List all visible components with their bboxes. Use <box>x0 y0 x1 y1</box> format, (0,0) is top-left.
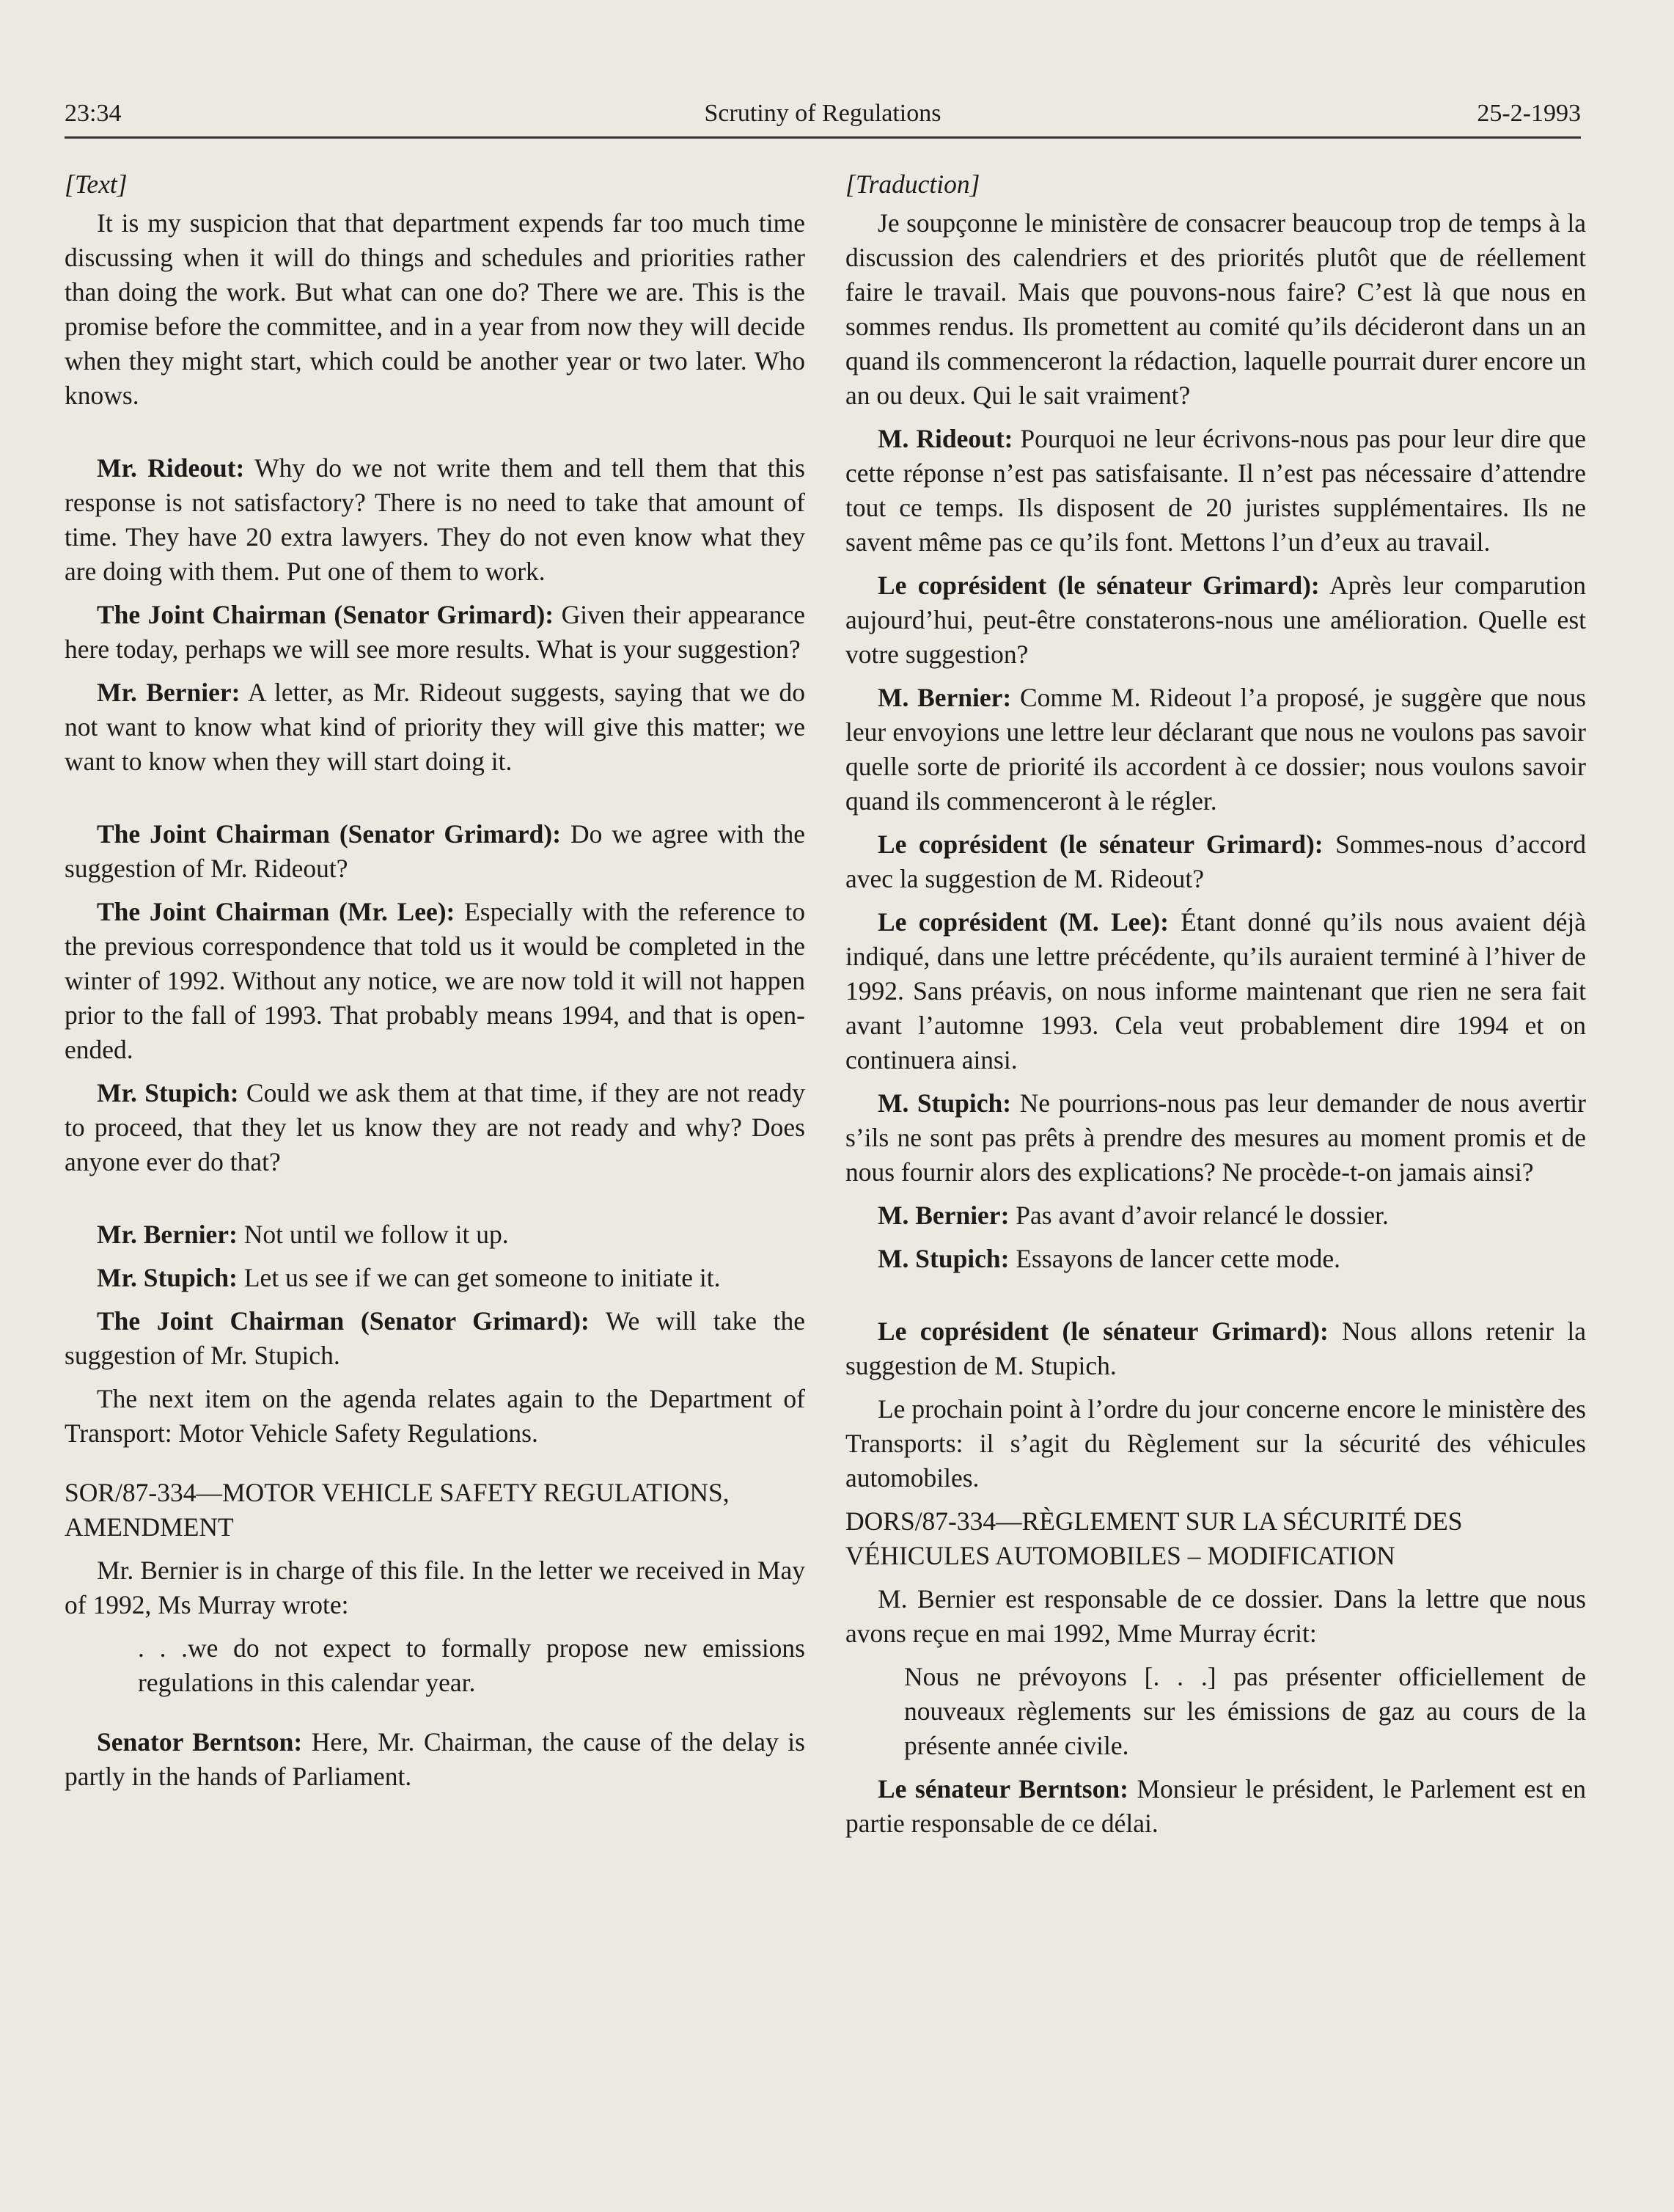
paragraph: Le sénateur Berntson: Monsieur le président, le Parlement est en partie responsable de ce délai. <box>845 1774 1586 1838</box>
paragraph: Le coprésident (le sénateur Grimard): Après leur comparution aujourd’hui, peut-être constaterons-nous une amélioration. Quelle est votre suggestion? <box>845 571 1586 669</box>
text-tag: [Text] <box>65 169 128 199</box>
speaker-name: Le coprésident (M. Lee): <box>878 907 1169 937</box>
speaker-name: The Joint Chairman (Senator Grimard): <box>97 819 562 849</box>
speaker-name: Senator Berntson: <box>97 1727 303 1757</box>
speaker-name: Le sénateur Berntson: <box>878 1774 1128 1803</box>
speaker-name: Mr. Stupich: <box>97 1263 238 1292</box>
section-heading: SOR/87-334—MOTOR VEHICLE SAFETY REGULATIONS, AMENDMENT <box>65 1478 730 1542</box>
paragraph: Le coprésident (le sénateur Grimard): Nous allons retenir la suggestion de M. Stupich. <box>845 1316 1586 1380</box>
paragraph: Mr. Bernier is in charge of this file. In the letter we received in May of 1992, Ms Murray wrote: <box>65 1556 805 1619</box>
speaker-name: Le coprésident (le sénateur Grimard): <box>878 1316 1329 1346</box>
section-heading: DORS/87-334—RÈGLEMENT SUR LA SÉCURITÉ DES VÉHICULES AUTOMOBILES – MODIFICATION <box>845 1506 1463 1570</box>
speaker-name: M. Bernier: <box>878 1201 1010 1230</box>
speaker-name: M. Bernier: <box>878 683 1012 712</box>
paragraph: The next item on the agenda relates again to the Department of Transport: Motor Vehicle Safety Regulations. <box>65 1384 805 1448</box>
paragraph: Le coprésident (M. Lee): Étant donné qu’ils nous avaient déjà indiqué, dans une lettre précédente, qu’ils auraient terminé à l’hiver de 1992. Sans préavis, on nous informe maintenant que rien ne sera fait avant l’automne 1993. Cela veut probablement dire 1994 et on continuera ainsi. <box>845 907 1587 1074</box>
paragraph: Senator Berntson: Here, Mr. Chairman, the cause of the delay is partly in the hands of Parliament. <box>65 1727 805 1791</box>
paragraph: Le coprésident (le sénateur Grimard): Sommes-nous d’accord avec la suggestion de M. Rideout? <box>845 830 1586 893</box>
paragraph: Mr. Bernier: Not until we follow it up. <box>97 1220 509 1249</box>
speaker-name: Mr. Rideout: <box>97 453 245 483</box>
speaker-name: The Joint Chairman (Mr. Lee): <box>97 897 455 926</box>
speaker-name: M. Stupich: <box>878 1244 1010 1273</box>
paragraph: M. Rideout: Pourquoi ne leur écrivons-nous pas pour leur dire que cette réponse n’est pas satisfaisante. Il n’est pas nécessaire d’attendre tout ce temps. Ils disposent de 20 juristes supplémentaires. Ils ne savent même pas ce qu’ils font. Mettons l’un d’eux au travail. <box>845 424 1586 557</box>
block-quote: Nous ne prévoyons [. . .] pas présenter officiellement de nouveaux règlements sur les émissions de gaz au cours de la présente année civile. <box>904 1662 1586 1760</box>
block-quote: . . .we do not expect to formally propose new emissions regulations in this calendar year. <box>138 1633 805 1697</box>
paragraph: Mr. Rideout: Why do we not write them and tell them that this response is not satisfactory? There is no need to take that amount of time. They have 20 extra lawyers. They do not even know what they are doing with them. Put one of them to work. <box>65 453 805 586</box>
speaker-name: Mr. Stupich: <box>97 1078 239 1107</box>
english-column <box>65 167 805 1794</box>
paragraph: M. Bernier est responsable de ce dossier. Dans la lettre que nous avons reçue en mai 1992, Mme Murray écrit: <box>845 1584 1586 1648</box>
paragraph: Le prochain point à l’ordre du jour concerne encore le ministère des Transports: il s’agit du Règlement sur la sécurité des véhicules automobiles. <box>845 1394 1586 1493</box>
french-column <box>845 167 1586 1841</box>
running-title: Scrutiny of Regulations <box>704 100 941 127</box>
paragraph: M. Stupich: Essayons de lancer cette mode. <box>878 1244 1340 1273</box>
speaker-name: Le coprésident (le sénateur Grimard): <box>878 571 1320 600</box>
page-header <box>65 94 1581 139</box>
issue-date: 25-2-1993 <box>1477 100 1581 127</box>
paragraph: The Joint Chairman (Senator Grimard): Given their appearance here today, perhaps we will see more results. What is your suggestion? <box>65 600 805 664</box>
paragraph: Mr. Bernier: A letter, as Mr. Rideout suggests, saying that we do not want to know what kind of priority they will give this matter; we want to know when they will start doing it. <box>65 678 805 776</box>
paragraph: The Joint Chairman (Senator Grimard): Do we agree with the suggestion of Mr. Rideout? <box>65 819 806 883</box>
paragraph: Mr. Stupich: Could we ask them at that time, if they are not ready to proceed, that they let us know they are not ready and why? Does anyone ever do that? <box>65 1078 805 1176</box>
paragraph: Je soupçonne le ministère de consacrer beaucoup trop de temps à la discussion des calendriers et des priorités plutôt que de réellement faire le travail. Mais que pouvons-nous faire? C’est là que nous en sommes rendus. Ils promettent au comité qu’ils décideront dans un an quand ils commenceront la rédaction, laquelle pourrait durer encore un an ou deux. Qui le sait vraiment? <box>845 208 1586 410</box>
speaker-name: The Joint Chairman (Senator Grimard): <box>97 1306 590 1336</box>
speaker-name: M. Rideout: <box>878 424 1013 453</box>
page-number: 23:34 <box>65 100 122 127</box>
speaker-name: M. Stupich: <box>878 1088 1012 1118</box>
paragraph: It is my suspicion that that department expends far too much time discussing when it will do things and schedules and priorities rather than doing the work. But what can one do? There we are. This is the promise before the committee, and in a year from now they will decide when they might start, which could be another year or two later. Who knows. <box>65 208 805 410</box>
paragraph: Mr. Stupich: Let us see if we can get someone to initiate it. <box>97 1263 721 1292</box>
translation-tag: [Traduction] <box>845 169 980 199</box>
speaker-name: The Joint Chairman (Senator Grimard): <box>97 600 554 629</box>
paragraph: M. Bernier: Comme M. Rideout l’a proposé, je suggère que nous leur envoyions une lettre leur déclarant que nous ne voulons pas savoir quelle sorte de priorité ils accordent à ce dossier; nous voulons savoir quand ils commenceront à le régler. <box>845 683 1586 816</box>
speaker-name: Le coprésident (le sénateur Grimard): <box>878 830 1324 859</box>
paragraph: The Joint Chairman (Senator Grimard): We will take the suggestion of Mr. Stupich. <box>65 1306 805 1370</box>
paragraph: M. Stupich: Ne pourrions-nous pas leur demander de nous avertir s’ils ne sont pas prêts à prendre des mesures au moment promis et de nous fournir alors des explications? Ne procède-t-on jamais ainsi? <box>845 1088 1586 1187</box>
speaker-name: Mr. Bernier: <box>97 678 241 707</box>
paragraph: The Joint Chairman (Mr. Lee): Especially with the reference to the previous correspondence that told us it would be completed in the winter of 1992. Without any notice, we are now told it will not happen prior to the fall of 1993. That probably means 1994, and that is open-ended. <box>65 897 805 1064</box>
speaker-name: Mr. Bernier: <box>97 1220 238 1249</box>
paragraph: M. Bernier: Pas avant d’avoir relancé le dossier. <box>878 1201 1389 1230</box>
